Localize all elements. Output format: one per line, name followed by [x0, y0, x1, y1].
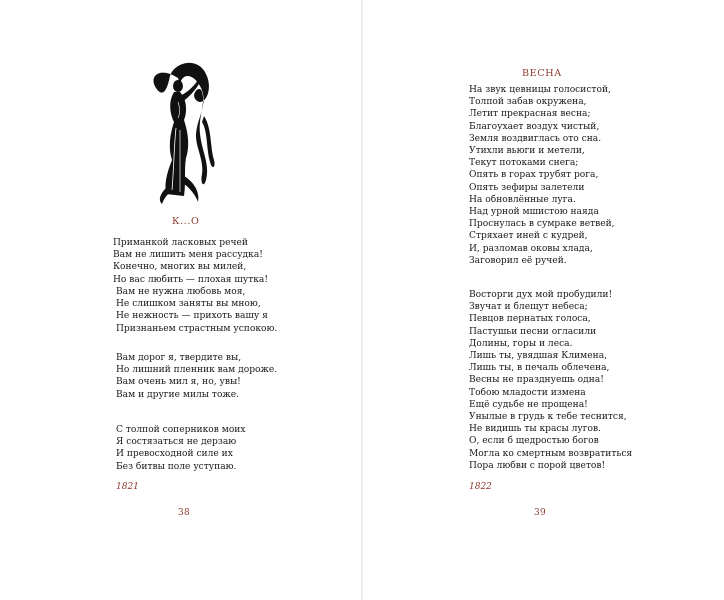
poem-line: Долины, горы и леса. — [469, 338, 573, 349]
poem-line: Благоухает воздух чистый, — [469, 121, 600, 132]
poem-line: Вам и другие милы тоже. — [116, 389, 240, 400]
poem-line: Могла ко смертным возвратиться — [469, 448, 633, 459]
poem-line: Заговорил её ручей. — [469, 255, 567, 266]
poem-stanza — [116, 352, 277, 401]
poem-line: На обновлённые луга. — [469, 194, 576, 205]
poem-line: С толпой соперников моих — [116, 425, 246, 435]
poem-line: Не видишь ты красы лугов. — [469, 424, 602, 435]
poem-line: Проснулась в сумраке ветвей, — [469, 219, 615, 230]
page-number: 38 — [178, 508, 191, 518]
dancing-woman-illustration — [140, 56, 220, 206]
poem-line: Без битвы поле уступаю. — [116, 461, 237, 472]
poem-line: Стряхает иней с кудрей, — [469, 231, 588, 242]
poem-line: О, если б щедростью богов — [469, 436, 599, 447]
poem-line: Не нежность — прихоть вашу я — [116, 311, 268, 322]
poem-line: Опять в горах трубят рога, — [469, 170, 599, 181]
poem-line: Летит прекрасная весна; — [469, 109, 591, 120]
poem-line: Вам дорог я, твердите вы, — [116, 353, 242, 363]
poem-line: Конечно, многих вы милей, — [113, 262, 247, 273]
poem-line: Весны не празднуешь одна! — [469, 375, 604, 386]
poem-line: Текут потоками снега; — [469, 158, 579, 169]
poem-line: Вам очень мил я, но, увы! — [116, 377, 241, 388]
right-page — [362, 0, 724, 600]
poem-line: Но вас любить — плохая шутка! — [113, 274, 268, 285]
poem-line: Приманкой ласковых речей — [113, 238, 248, 248]
poem-line: Вам не лишить меня рассудка! — [113, 250, 263, 261]
poem-line: Восторги дух мой пробудили! — [469, 290, 613, 300]
poem-line: Лишь ты, увядшая Климена, — [469, 351, 608, 362]
poem-line: Пора любви с порой цветов! — [469, 460, 606, 471]
poem-stanza — [469, 84, 615, 267]
poem-line: На звук цевницы голосистой, — [469, 85, 611, 95]
page-number: 39 — [534, 508, 547, 518]
poem-line: Тобою младости измена — [469, 387, 586, 398]
poem-line: Земля воздвиглась ото сна. — [469, 133, 602, 144]
poem-line: Признаньем страстным успокою. — [116, 323, 278, 334]
poem-stanza — [116, 424, 245, 473]
poem-line: Певцов пернатых голоса, — [469, 314, 591, 325]
poem-line: Но лишний пленник вам дороже. — [116, 365, 278, 376]
poem-year: 1821 — [116, 482, 139, 492]
poem-line: Опять зефиры залетели — [469, 182, 585, 193]
poem-title: ВЕСНА — [522, 68, 563, 79]
poem-line: Над урной мшистою наяда — [469, 207, 599, 218]
poem-line: Не слишком заняты вы мною, — [116, 299, 261, 310]
poem-line: Звучат и блещут небеса; — [469, 302, 588, 313]
poem-line: И превосходной силе их — [116, 449, 233, 460]
poem-line: Толпой забав окружена, — [469, 97, 587, 108]
poem-line: Лишь ты, в печаль облечена, — [469, 363, 610, 374]
poem-line: Пастушьи песни огласили — [469, 326, 597, 337]
poem-line: Я состязаться не дерзаю — [116, 437, 237, 448]
poem-title: К...О — [172, 216, 200, 227]
poem-line: Унылые в грудь к тебе теснится, — [469, 412, 627, 423]
poem-line: И, разломав оковы хлада, — [469, 243, 593, 254]
poem-line: Вам не нужна любовь моя, — [116, 287, 246, 297]
poem-year: 1822 — [469, 482, 492, 492]
poem-line: Ещё судьбе не прощена! — [469, 399, 588, 410]
poem-stanza — [469, 289, 632, 472]
poem-line: Утихли вьюги и метели, — [469, 146, 585, 157]
poem-stanza — [113, 237, 268, 286]
poem-stanza — [116, 286, 277, 335]
